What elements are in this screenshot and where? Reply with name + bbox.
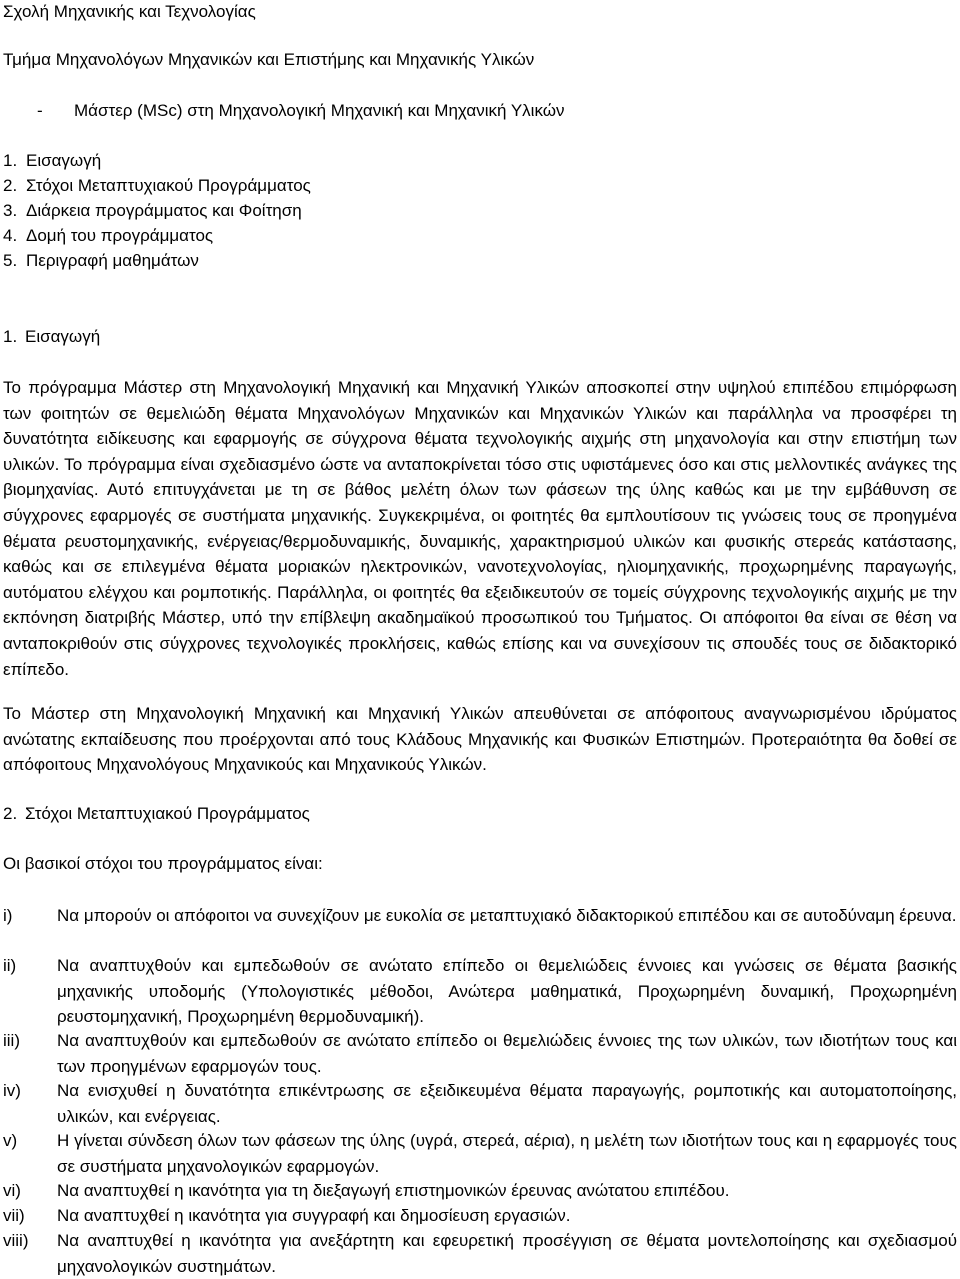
list-item-text: Να αναπτυχθεί η ικανότητα για τη διεξαγωγή επιστημονικών έρευνας ανώτατου επιπέδου.	[57, 1181, 730, 1200]
toc-item	[3, 175, 311, 197]
list-item-text: Να αναπτυχθούν και εμπεδωθούν σε ανώτατο επίπεδο οι θεμελιώδεις έννοιες της των υλικών, των ιδιοτήτων τους και των προηγμένων εφαρμογών τους.	[57, 1031, 957, 1076]
list-item-marker: viii)	[3, 1231, 29, 1250]
program-dash: -	[37, 101, 43, 120]
list-item-marker: v)	[3, 1131, 18, 1150]
list-item-marker: iv)	[3, 1081, 21, 1100]
toc-item-number: 1.	[3, 151, 18, 170]
section-1-paragraph-1: Το πρόγραμμα Μάστερ στη Μηχανολογική Μηχανική και Μηχανική Υλικών αποσκοπεί στην υψηλού επιπέδου επιμόρφωση των φοιτητών σε θεμελιώδη θέματα Μηχανολόγων Μηχανικών και Μηχανικών Υλικών και παράλληλα να προσφέρει τη δυνατότητα ειδίκευσης και εφαρμογής σε σύγχρονα θέματα τεχνολογικής αιχμής στη μηχανολογία και στην επιστήμη των υλικών. Το πρόγραμμα είναι σχεδιασμένο ώστε να ανταποκρίνεται τόσο στις υφιστάμενες όσο και στις μελλοντικές ανάγκες της βιομηχανίας. Αυτό επιτυγχάνεται με τη σε βάθος μελέτη όλων των φάσεων της ύλης καθώς και με την εμβάθυνση σε σύγχρονες εφαρμογές σε συστήματα μηχανικής. Συγκεκριμένα, οι φοιτητές θα εμπλουτίσουν τις γνώσεις τους σε προηγμένα θέματα ρευστομηχανικής, ενέργειας/θερμοδυναμικής, δυναμικής, χαρακτηρισμού υλικών και φυσικής στερεάς κατάστασης, καθώς και σε επιλεγμένα θέματα μοριακών ηλεκτρονικών, νανοτεχνολογίας, ηλιομηχανικής, προχωρημένης παραγωγής, αυτόματου ελέγχου και ρομποτικής. Παράλληλα, οι φοιτητές θα εξειδικευτούν σε τομείς σύγχρονης τεχνολογικής αιχμής με την εκπόνηση διατριβής Μάστερ, υπό την επίβλεψη ακαδημαϊκού προσωπικού του Τμήματος. Οι απόφοιτοι θα είναι σε θέση να ανταποκριθούν στις σύγχρονες τεχνολογικές προκλήσεις, καθώς επίσης και να συνεχίσουν τις σπουδές τους σε διδακτορικό επίπεδο.	[3, 378, 957, 679]
toc-item-number: 2.	[3, 176, 18, 195]
section-2-number: 2.	[3, 804, 18, 823]
toc-item-number: 3.	[3, 201, 18, 220]
toc-item-label: Διάρκεια προγράμματος και Φοίτηση	[26, 201, 302, 220]
section-1-number: 1.	[3, 327, 18, 346]
toc-item-number: 4.	[3, 226, 18, 245]
list-item-marker: ii)	[3, 956, 17, 975]
toc-item	[3, 225, 213, 247]
list-item-text: Να μπορούν οι απόφοιτοι να συνεχίζουν με ευκολία σε μεταπτυχιακό διδακτορικού επιπέδου και σε αυτοδύναμη έρευνα.	[57, 906, 957, 925]
section-1-paragraph-2: Το Μάστερ στη Μηχανολογική Μηχανική και Μηχανική Υλικών απευθύνεται σε απόφοιτους αναγνωρισμένου ιδρύματος ανώτατης εκπαίδευσης που προέρχονται από τους Κλάδους Μηχανικής και Φυσικών Επιστημών. Προτεραιότητα θα δοθεί σε απόφοιτους Μηχανολόγους Μηχανικούς και Μηχανικούς Υλικών.	[3, 704, 957, 775]
school-name: Σχολή Μηχανικής και Τεχνολογίας	[3, 2, 256, 21]
section-2-intro: Οι βασικοί στόχοι του προγράμματος είναι:	[3, 854, 323, 873]
toc-item-number: 5.	[3, 251, 18, 270]
toc-item-label: Στόχοι Μεταπτυχιακού Προγράμματος	[26, 176, 311, 195]
toc-item	[3, 150, 101, 172]
toc-item-label: Περιγραφή μαθημάτων	[26, 251, 199, 270]
list-item-text: Η γίνεται σύνδεση όλων των φάσεων της ύλης (υγρά, στερεά, αέρια), η μελέτη των ιδιοτήτων τους και η εφαρμογές τους σε συστήματα μηχανολογικών εφαρμογών.	[57, 1131, 957, 1176]
toc-item-label: Δομή του προγράμματος	[26, 226, 214, 245]
section-1-title: Εισαγωγή	[25, 327, 101, 346]
list-item-text: Να αναπτυχθεί η ικανότητα για συγγραφή και δημοσίευση εργασιών.	[57, 1206, 571, 1225]
list-item-text: Να ενισχυθεί η δυνατότητα επικέντρωσης σε εξειδικευμένα θέματα παραγωγής, ρομποτικής και αυτοματοποίησης, υλικών, και ενέργειας.	[57, 1081, 957, 1126]
section-1-heading	[3, 326, 100, 348]
section-2-title: Στόχοι Μεταπτυχιακού Προγράμματος	[25, 804, 310, 823]
list-item-marker: vii)	[3, 1206, 25, 1225]
program-name: Μάστερ (MSc) στη Μηχανολογική Μηχανική και Μηχανική Υλικών	[74, 101, 565, 120]
list-item-marker: vi)	[3, 1181, 21, 1200]
list-item-marker: i)	[3, 906, 13, 925]
department-name: Τμήμα Μηχανολόγων Μηχανικών και Επιστήμης και Μηχανικής Υλικών	[3, 50, 535, 69]
toc-item-label: Εισαγωγή	[26, 151, 102, 170]
section-2-heading	[3, 803, 310, 825]
list-item-marker: iii)	[3, 1031, 20, 1050]
list-item-text: Να αναπτυχθούν και εμπεδωθούν σε ανώτατο επίπεδο οι θεμελιώδεις έννοιες και γνώσεις σε θέματα βασικής μηχανικής υποδομής (Υπολογιστικές μέθοδοι, Ανώτερα μαθηματικά, Προχωρημένη δυναμική, Προχωρημένη ρευστομηχανική, Προχωρημένη θερμοδυναμική).	[57, 956, 957, 1027]
list-item-text: Να αναπτυχθεί η ικανότητα για ανεξάρτητη και εφευρετική προσέγγιση σε θέματα μοντελοποίησης και σχεδιασμού μηχανολογικών συστημάτων.	[57, 1231, 957, 1276]
toc-item	[3, 250, 199, 272]
toc-item	[3, 200, 302, 222]
